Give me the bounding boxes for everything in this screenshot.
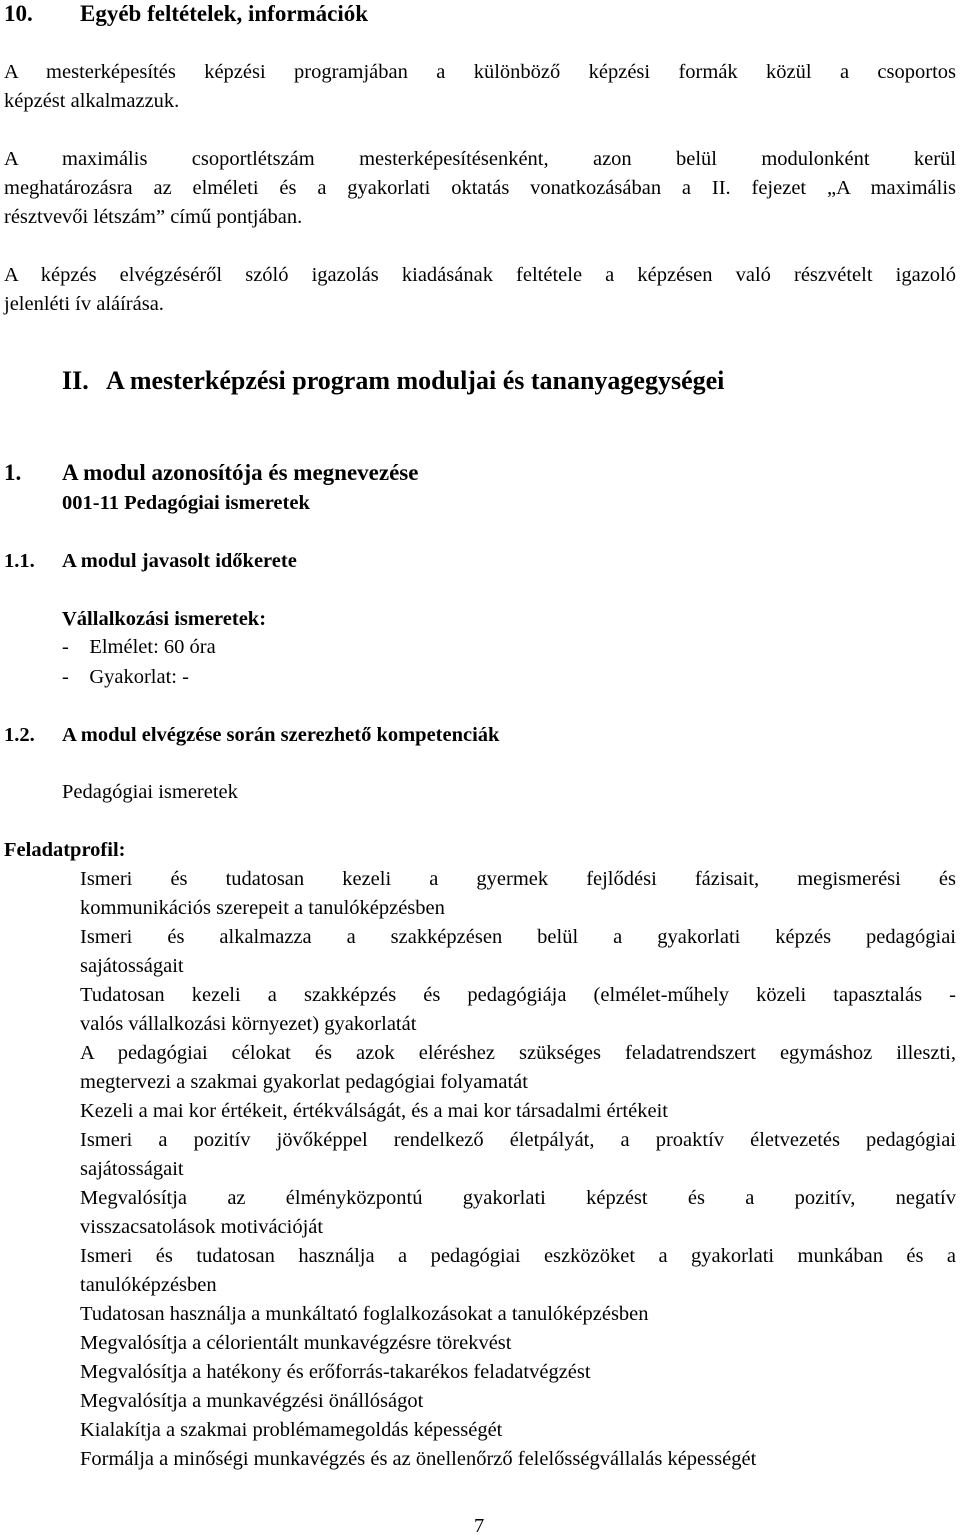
- vallalkozasi-label: Vállalkozási ismeretek:: [62, 608, 267, 630]
- subsection-title: A modul elvégzése során szerezhető kompetenciák: [62, 724, 500, 746]
- feladatprofil-label: Feladatprofil:: [4, 839, 126, 861]
- subsection-number: 1.1.: [4, 550, 35, 572]
- task-line: Formálja a minőségi munkavégzés és az önellenőrző felelősségvállalás képességét: [80, 1448, 757, 1470]
- task-line: kommunikációs szerepeit a tanulóképzésben: [80, 897, 445, 919]
- paragraph-line: képzést alkalmazzuk.: [4, 90, 180, 112]
- task-line: sajátosságait: [80, 1158, 184, 1180]
- task-line: Megvalósítja a hatékony és erőforrás-takarékos feladatvégzést: [80, 1361, 591, 1383]
- task-line: Ismeri és alkalmazza a szakképzésen belül a gyakorlati képzés pedagógiai: [80, 926, 956, 948]
- task-line: Megvalósítja a célorientált munkavégzésre törekvést: [80, 1332, 512, 1354]
- module-code-name: 001-11 Pedagógiai ismeretek: [62, 492, 310, 514]
- task-line: Ismeri és tudatosan kezeli a gyermek fejlődési fázisait, megismerési és: [80, 868, 956, 890]
- task-line: Tudatosan használja a munkáltató foglalkozásokat a tanulóképzésben: [80, 1303, 649, 1325]
- paragraph-line: jelenléti ív aláírása.: [4, 293, 164, 315]
- page-number: 7: [474, 1515, 485, 1537]
- task-line: sajátosságait: [80, 955, 184, 977]
- subsection-title: A modul javasolt időkerete: [62, 550, 297, 572]
- paragraph-line: A képzés elvégzéséről szóló igazolás kiadásának feltétele a képzésen való részvételt igazoló: [4, 264, 956, 286]
- task-line: A pedagógiai célokat és azok eléréshez szükséges feladatrendszert egymáshoz illeszti,: [80, 1042, 956, 1064]
- chapter-number: II.: [62, 366, 89, 395]
- task-line: Ismeri a pozitív jövőképpel rendelkező életpályát, a proaktív életvezetés pedagógiai: [80, 1129, 956, 1151]
- task-line: Tudatosan kezeli a szakképzés és pedagógiája (elmélet-műhely közeli tapasztalás -: [80, 984, 956, 1006]
- task-line: Kialakítja a szakmai problémamegoldás képességét: [80, 1419, 503, 1441]
- task-line: Ismeri és tudatosan használja a pedagógiai eszközöket a gyakorlati munkában és a: [80, 1245, 956, 1267]
- paragraph-line: A maximális csoportlétszám mesterképesítésenként, azon belül modulonként kerül: [4, 148, 956, 170]
- subject-name: Pedagógiai ismeretek: [62, 781, 238, 803]
- task-line: Kezeli a mai kor értékeit, értékválságát, és a mai kor társadalmi értékeit: [80, 1100, 668, 1122]
- theory-hours: - Elmélet: 60 óra: [62, 636, 216, 658]
- section-10-title: Egyéb feltételek, információk: [80, 1, 369, 26]
- module-number: 1.: [4, 460, 22, 485]
- task-line: valós vállalkozási környezet) gyakorlatát: [80, 1013, 417, 1035]
- paragraph-line: A mesterképesítés képzési programjában a különböző képzési formák közül a csoportos: [4, 61, 956, 83]
- practice-hours: - Gyakorlat: -: [62, 666, 189, 688]
- task-line: megtervezi a szakmai gyakorlat pedagógiai folyamatát: [80, 1071, 528, 1093]
- module-title: A modul azonosítója és megnevezése: [62, 460, 419, 485]
- task-line: visszacsatolások motivációját: [80, 1216, 324, 1238]
- subsection-number: 1.2.: [4, 724, 35, 746]
- section-10-number: 10.: [4, 1, 33, 26]
- task-line: Megvalósítja az élményközpontú gyakorlati képzést és a pozitív, negatív: [80, 1187, 956, 1209]
- chapter-title: A mesterképzési program moduljai és tananyagegységei: [106, 366, 725, 395]
- task-line: tanulóképzésben: [80, 1274, 217, 1296]
- paragraph-line: meghatározásra az elméleti és a gyakorlati oktatás vonatkozásában a II. fejezet „A maximális: [4, 177, 956, 199]
- paragraph-line: résztvevői létszám” című pontjában.: [4, 206, 303, 228]
- task-line: Megvalósítja a munkavégzési önállóságot: [80, 1390, 424, 1412]
